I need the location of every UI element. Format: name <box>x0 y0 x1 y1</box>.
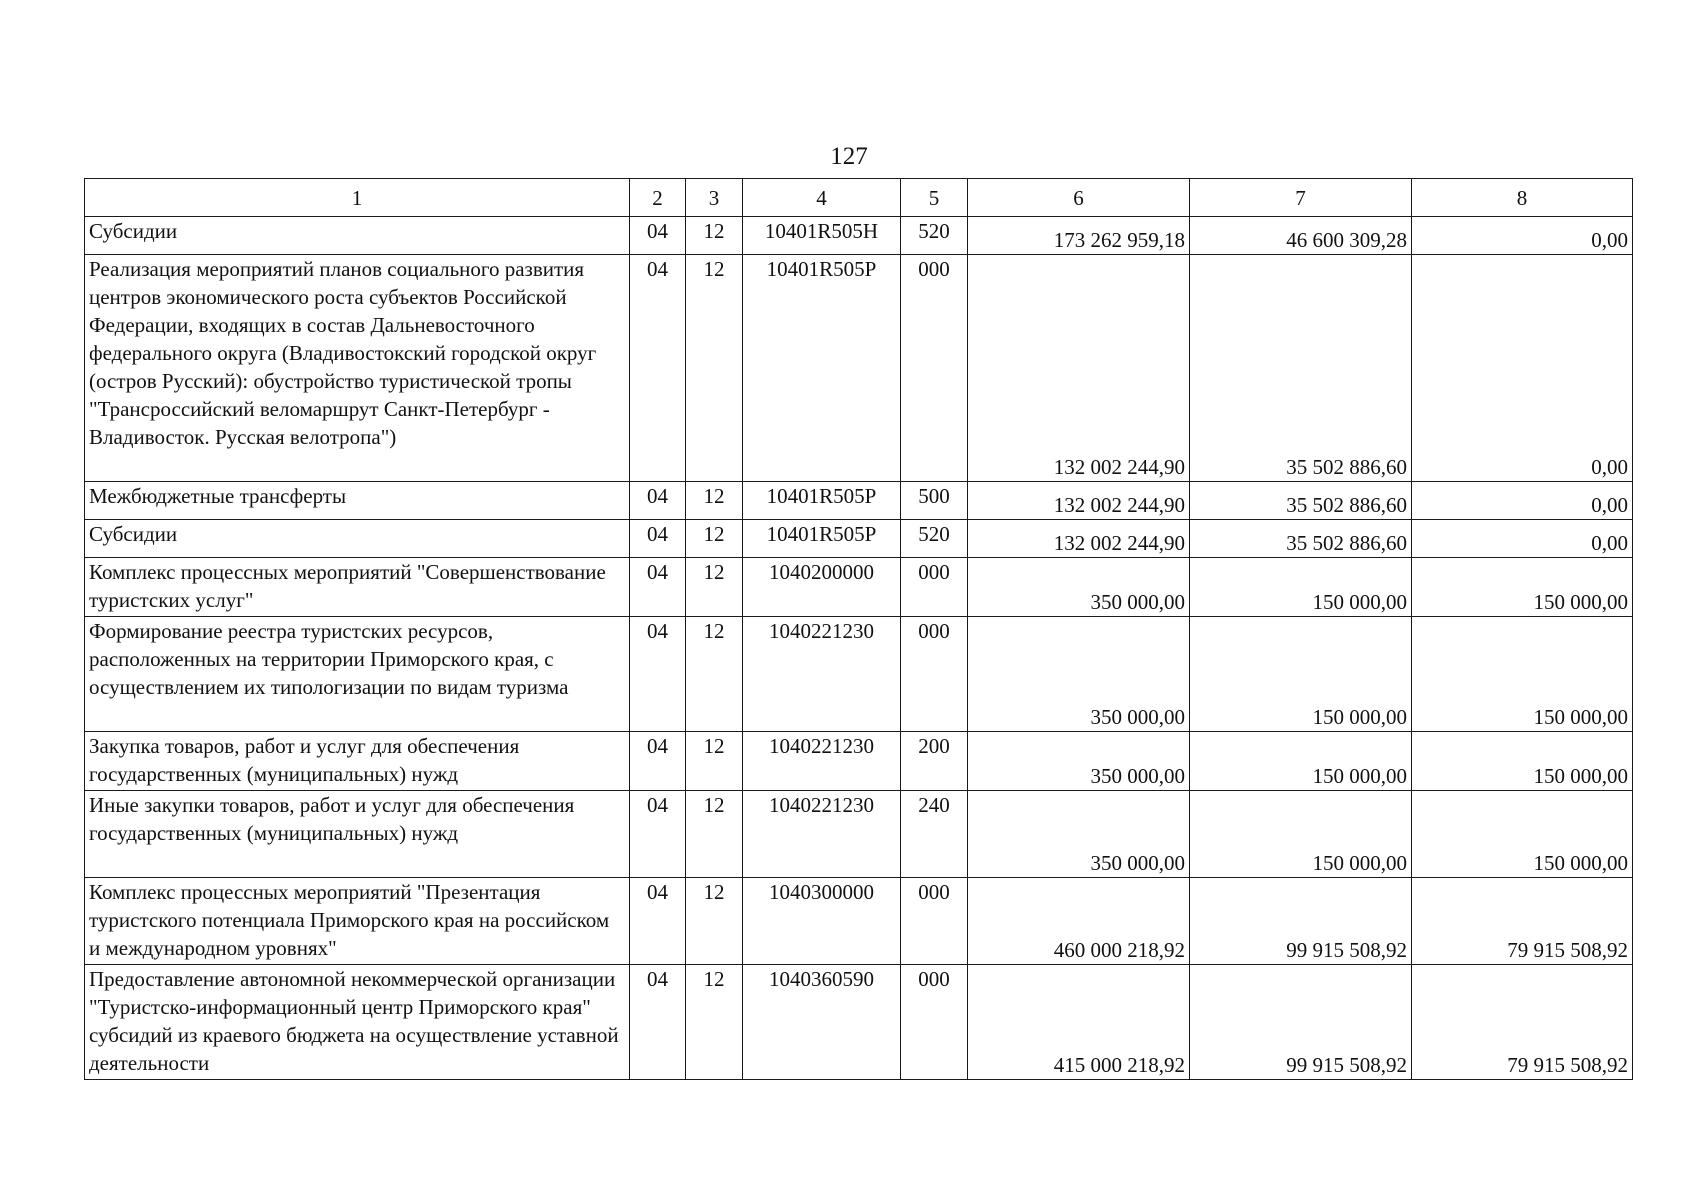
row-amount-col7: 99 915 508,92 <box>1190 965 1412 1080</box>
row-amount-col7: 46 600 309,28 <box>1190 217 1412 255</box>
column-number-row <box>85 179 1633 217</box>
row-amount-col7: 150 000,00 <box>1190 791 1412 878</box>
row-name: Комплекс процессных мероприятий "Совершенствование туристских услуг" <box>85 558 630 617</box>
row-section-code: 04 <box>630 482 686 520</box>
table-row <box>85 217 1633 255</box>
row-amount-col8: 150 000,00 <box>1412 791 1633 878</box>
page-number: 127 <box>830 143 868 170</box>
row-name: Иные закупки товаров, работ и услуг для обеспечения государственных (муниципальных) нужд <box>85 791 630 878</box>
row-amount-col7: 35 502 886,60 <box>1190 520 1412 558</box>
table-row <box>85 617 1633 732</box>
row-expense-type: 520 <box>901 520 968 558</box>
column-header: 1 <box>85 179 630 217</box>
row-amount-col8: 150 000,00 <box>1412 732 1633 791</box>
row-section-code: 04 <box>630 255 686 482</box>
row-name: Межбюджетные трансферты <box>85 482 630 520</box>
table-row <box>85 520 1633 558</box>
row-amount-col6: 350 000,00 <box>968 558 1190 617</box>
row-amount-col8: 79 915 508,92 <box>1412 965 1633 1080</box>
row-section-code: 04 <box>630 791 686 878</box>
row-expense-type: 000 <box>901 255 968 482</box>
row-subsection-code: 12 <box>686 965 743 1080</box>
row-subsection-code: 12 <box>686 732 743 791</box>
row-amount-col6: 173 262 959,18 <box>968 217 1190 255</box>
row-amount-col7: 150 000,00 <box>1190 617 1412 732</box>
row-amount-col6: 132 002 244,90 <box>968 520 1190 558</box>
row-amount-col6: 415 000 218,92 <box>968 965 1190 1080</box>
row-name: Предоставление автономной некоммерческой организации "Туристско-информационный центр Приморского края" субсидий из краевого бюджета на осуществление уставной деятельности <box>85 965 630 1080</box>
row-name: Комплекс процессных мероприятий "Презентация туристского потенциала Приморского края на российском и международном уровнях" <box>85 878 630 965</box>
row-name: Реализация мероприятий планов социального развития центров экономического роста субъектов Российской Федерации, входящих в состав Дальневосточного федерального округа (Владивостокский городской округ (остров Русский): обустройство туристической тропы "Трансроссийский веломаршрут Санкт-Петербург - Владивосток. Русская велотропа") <box>85 255 630 482</box>
row-name: Формирование реестра туристских ресурсов, расположенных на территории Приморского края, с осуществлением их типологизации по видам туризма <box>85 617 630 732</box>
row-expense-type: 000 <box>901 617 968 732</box>
row-target-article: 1040221230 <box>743 732 901 791</box>
row-amount-col7: 150 000,00 <box>1190 558 1412 617</box>
row-amount-col8: 0,00 <box>1412 255 1633 482</box>
column-header: 4 <box>743 179 901 217</box>
row-section-code: 04 <box>630 617 686 732</box>
row-target-article: 1040300000 <box>743 878 901 965</box>
row-section-code: 04 <box>630 558 686 617</box>
row-amount-col6: 350 000,00 <box>968 791 1190 878</box>
column-header: 7 <box>1190 179 1412 217</box>
row-expense-type: 520 <box>901 217 968 255</box>
table-row <box>85 482 1633 520</box>
row-expense-type: 000 <box>901 965 968 1080</box>
row-name: Субсидии <box>85 217 630 255</box>
column-header: 2 <box>630 179 686 217</box>
row-subsection-code: 12 <box>686 482 743 520</box>
row-name: Субсидии <box>85 520 630 558</box>
row-amount-col8: 150 000,00 <box>1412 558 1633 617</box>
table-row <box>85 791 1633 878</box>
row-amount-col8: 0,00 <box>1412 217 1633 255</box>
column-header: 3 <box>686 179 743 217</box>
row-target-article: 1040221230 <box>743 791 901 878</box>
row-expense-type: 000 <box>901 558 968 617</box>
row-amount-col8: 0,00 <box>1412 520 1633 558</box>
row-expense-type: 200 <box>901 732 968 791</box>
row-amount-col8: 150 000,00 <box>1412 617 1633 732</box>
row-section-code: 04 <box>630 878 686 965</box>
row-subsection-code: 12 <box>686 558 743 617</box>
row-amount-col7: 150 000,00 <box>1190 732 1412 791</box>
row-amount-col6: 350 000,00 <box>968 732 1190 791</box>
row-amount-col8: 79 915 508,92 <box>1412 878 1633 965</box>
row-subsection-code: 12 <box>686 617 743 732</box>
budget-table <box>84 178 1633 1080</box>
row-subsection-code: 12 <box>686 520 743 558</box>
row-expense-type: 240 <box>901 791 968 878</box>
row-amount-col6: 350 000,00 <box>968 617 1190 732</box>
row-section-code: 04 <box>630 217 686 255</box>
row-subsection-code: 12 <box>686 791 743 878</box>
row-section-code: 04 <box>630 520 686 558</box>
row-amount-col7: 35 502 886,60 <box>1190 255 1412 482</box>
row-subsection-code: 12 <box>686 217 743 255</box>
row-target-article: 10401R505P <box>743 255 901 482</box>
row-expense-type: 500 <box>901 482 968 520</box>
table-row <box>85 732 1633 791</box>
row-target-article: 1040200000 <box>743 558 901 617</box>
table-row <box>85 878 1633 965</box>
row-name: Закупка товаров, работ и услуг для обеспечения государственных (муниципальных) нужд <box>85 732 630 791</box>
row-section-code: 04 <box>630 965 686 1080</box>
row-target-article: 1040360590 <box>743 965 901 1080</box>
row-amount-col7: 35 502 886,60 <box>1190 482 1412 520</box>
row-subsection-code: 12 <box>686 255 743 482</box>
column-header: 8 <box>1412 179 1633 217</box>
column-header: 6 <box>968 179 1190 217</box>
row-section-code: 04 <box>630 732 686 791</box>
row-target-article: 10401R505P <box>743 482 901 520</box>
row-target-article: 10401R505P <box>743 520 901 558</box>
table-row <box>85 965 1633 1080</box>
row-amount-col6: 132 002 244,90 <box>968 482 1190 520</box>
row-amount-col8: 0,00 <box>1412 482 1633 520</box>
row-target-article: 10401R505H <box>743 217 901 255</box>
row-subsection-code: 12 <box>686 878 743 965</box>
column-header: 5 <box>901 179 968 217</box>
row-amount-col6: 460 000 218,92 <box>968 878 1190 965</box>
row-amount-col6: 132 002 244,90 <box>968 255 1190 482</box>
row-expense-type: 000 <box>901 878 968 965</box>
table-row <box>85 558 1633 617</box>
row-amount-col7: 99 915 508,92 <box>1190 878 1412 965</box>
row-target-article: 1040221230 <box>743 617 901 732</box>
table-row <box>85 255 1633 482</box>
